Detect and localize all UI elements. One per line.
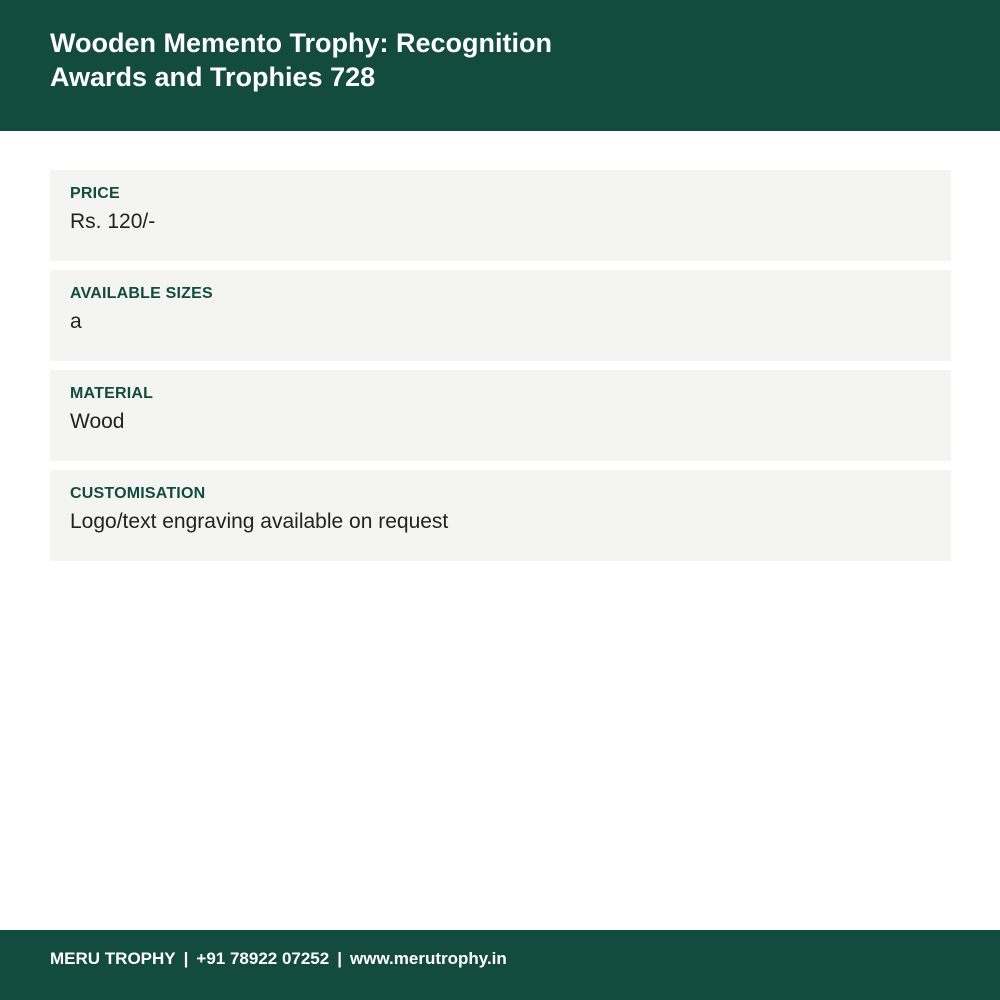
material-label: MATERIAL xyxy=(70,385,154,402)
price-label: PRICE xyxy=(70,185,120,202)
price-card xyxy=(50,170,951,261)
price-value: Rs. 120/- xyxy=(70,210,156,233)
footer-separator: | xyxy=(183,949,189,968)
footer-separator: | xyxy=(337,949,342,968)
available-sizes-card xyxy=(50,270,951,361)
available-sizes-label: AVAILABLE SIZES xyxy=(70,285,213,302)
footer-phone[interactable]: +91 78922 07252 xyxy=(196,949,330,968)
customisation-value: Logo/text engraving available on request xyxy=(70,510,449,533)
customisation-card xyxy=(50,470,951,561)
page-title: Wooden Memento Trophy: Recognition Awards and Trophies 728 xyxy=(50,28,552,92)
page-header xyxy=(0,0,1000,131)
page-footer xyxy=(0,930,1000,1000)
available-sizes-value: a xyxy=(70,310,82,333)
customisation-label: CUSTOMISATION xyxy=(70,485,206,502)
material-card xyxy=(50,370,951,461)
footer-website-link[interactable]: www.merutrophy.in xyxy=(350,949,507,968)
product-details xyxy=(50,170,951,570)
material-value: Wood xyxy=(70,410,125,433)
footer-brand: MERU TROPHY xyxy=(50,949,176,968)
